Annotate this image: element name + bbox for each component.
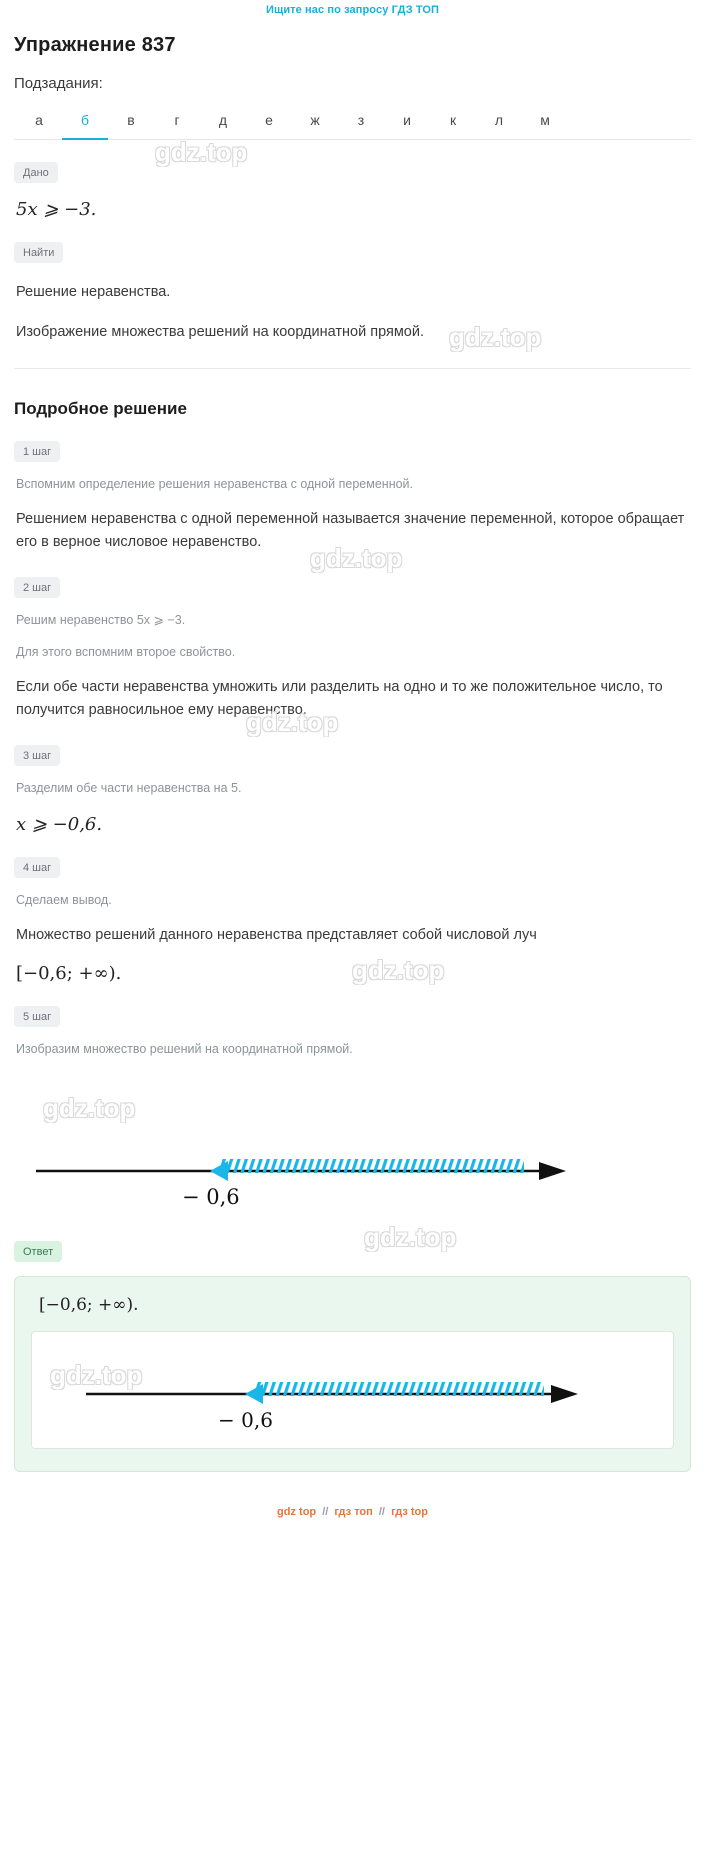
tab-v[interactable]: в: [127, 112, 135, 128]
step-4-math: [−0,6; +∞).: [16, 963, 122, 985]
find-chip: Найти: [14, 242, 63, 263]
watermark: gdz.top: [310, 543, 403, 573]
answer-chip: Ответ: [14, 1241, 62, 1262]
footer-separator-1: //: [322, 1506, 329, 1519]
tab-i[interactable]: и: [403, 112, 411, 128]
given-chip: Дано: [14, 162, 58, 183]
number-line-svg: [14, 1099, 674, 1219]
watermark: gdz.top: [352, 955, 445, 985]
step-4-note: Сделаем вывод.: [16, 892, 112, 907]
footer: [14, 1506, 691, 1518]
answer-number-line-label: − 0,6: [218, 1408, 273, 1433]
answer-number-line: [31, 1331, 674, 1449]
footer-link-2[interactable]: гдз топ: [334, 1506, 373, 1519]
page-content: [0, 34, 705, 1518]
watermark: gdz.top: [364, 1222, 457, 1252]
step-2-body: Если обе части неравенства умножить или разделить на одно и то же положительное число, то получится равносильное ему неравенство.: [16, 678, 663, 719]
find-line-2: Изображение множества решений на координатной прямой.: [16, 324, 424, 341]
answer-number-line-svg: [46, 1332, 606, 1449]
tab-g[interactable]: г: [174, 112, 180, 128]
tab-k[interactable]: к: [449, 112, 457, 128]
step-2-note-2: Для этого вспомним второе свойство.: [16, 644, 236, 659]
subtasks-label: Подзадания:: [14, 75, 103, 92]
number-line-figure: [14, 1099, 691, 1219]
number-line-label: − 0,6: [182, 1185, 240, 1210]
step-1-note: Вспомним определение решения неравенства с одной переменной.: [16, 476, 414, 491]
tab-d[interactable]: д: [218, 112, 228, 128]
tab-z[interactable]: з: [357, 112, 365, 128]
page-title: Упражнение 837: [14, 34, 176, 56]
step-4-chip: 4 шаг: [14, 857, 60, 878]
footer-link-3[interactable]: гдз top: [391, 1506, 428, 1519]
answer-interval: [−0,6; +∞).: [39, 1295, 139, 1316]
tab-e[interactable]: е: [265, 112, 273, 128]
step-3-math: x ⩾ −0,6.: [16, 813, 103, 835]
answer-box: [14, 1276, 691, 1472]
subtask-tabs: [14, 106, 691, 140]
watermark: gdz.top: [50, 1360, 143, 1390]
step-3-note: Разделим обе части неравенства на 5.: [16, 780, 242, 795]
find-line-1: Решение неравенства.: [16, 284, 171, 300]
step-1-body: Решением неравенства с одной переменной называется значение переменной, которое обращает его в верное числовое неравенство.: [16, 510, 685, 551]
tab-l[interactable]: л: [494, 112, 504, 128]
step-5-chip: 5 шаг: [14, 1006, 60, 1027]
top-banner: Ищите нас по запросу ГДЗ ТОП: [265, 4, 440, 16]
divider: [14, 368, 691, 369]
footer-link-1[interactable]: gdz top: [277, 1506, 317, 1519]
watermark: gdz.top: [246, 707, 339, 737]
watermark: gdz.top: [155, 137, 248, 167]
tab-m[interactable]: м: [540, 112, 550, 128]
watermark: gdz.top: [449, 322, 542, 352]
step-4-body: Множество решений данного неравенства представляет собой числовой луч: [16, 926, 537, 943]
tab-b[interactable]: б: [62, 106, 108, 140]
step-2-note: Решим неравенство 5x ⩾ −3.: [16, 612, 186, 627]
step-5-note: Изобразим множество решений на координатной прямой.: [16, 1042, 353, 1057]
solution-title: Подробное решение: [14, 398, 187, 418]
step-1-chip: 1 шаг: [14, 441, 60, 462]
footer-separator-2: //: [378, 1506, 385, 1519]
tab-zh[interactable]: ж: [310, 112, 320, 128]
step-2-chip: 2 шаг: [14, 577, 60, 598]
step-3-chip: 3 шаг: [14, 745, 60, 766]
given-expression: 5x ⩾ −3.: [16, 199, 97, 220]
watermark: gdz.top: [43, 1093, 136, 1123]
tab-a[interactable]: а: [35, 112, 43, 128]
